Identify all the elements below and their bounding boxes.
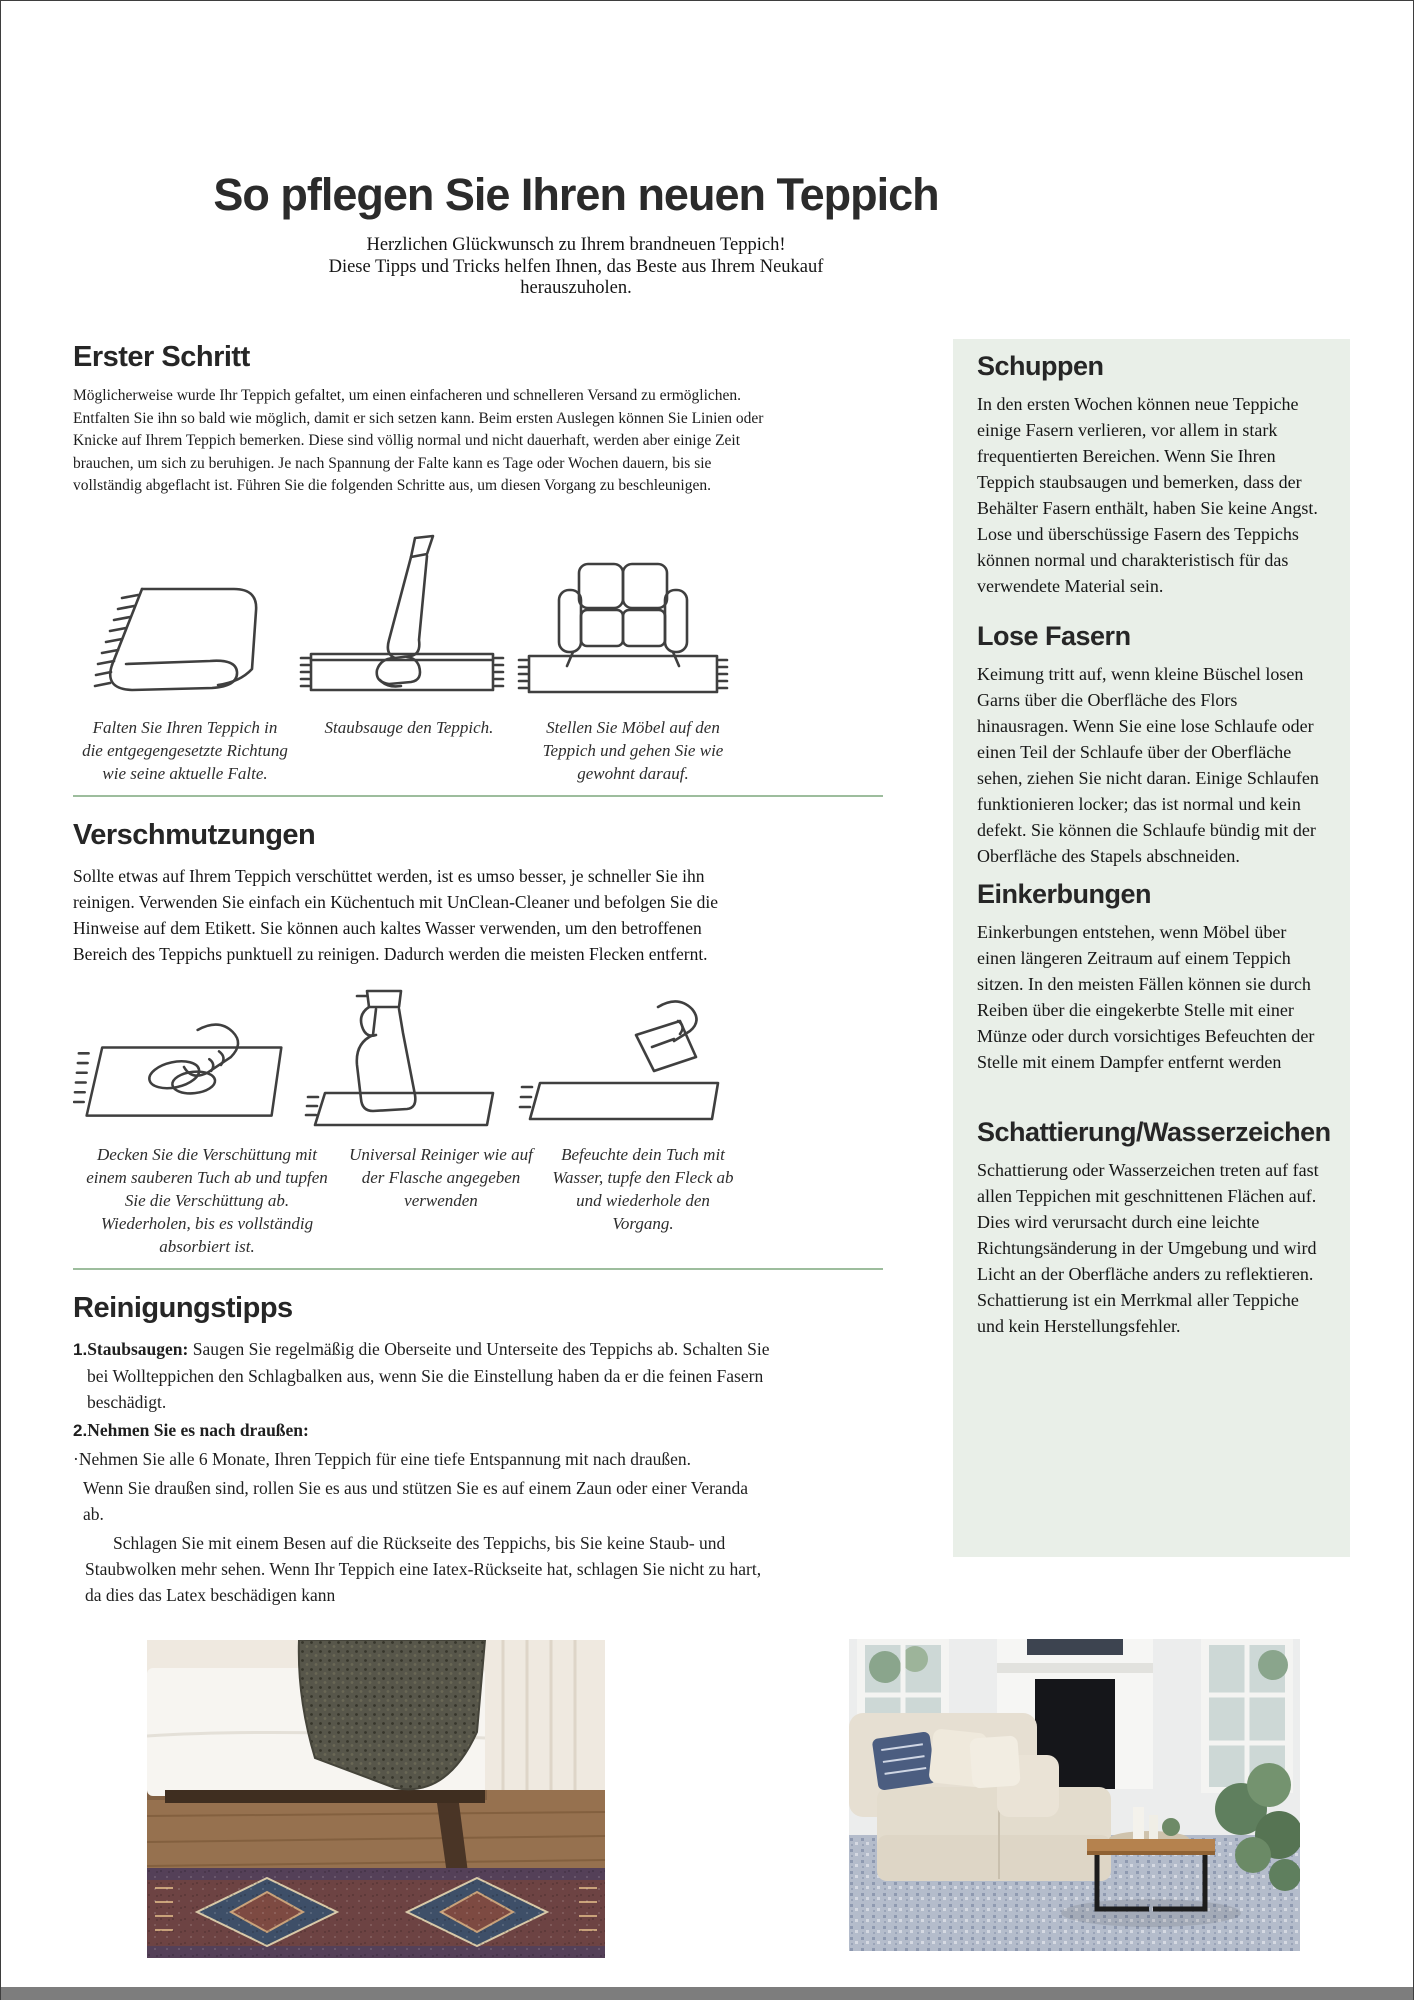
spills-figure-row — [73, 981, 733, 1131]
header — [1, 169, 1151, 300]
section-heading-first-step: Erster Schritt — [73, 341, 250, 373]
blot-cloth-icon — [73, 999, 293, 1131]
spray-bottle-icon — [303, 981, 503, 1131]
section-heading-cleaning-tips: Reinigungstipps — [73, 1291, 293, 1324]
spills-caption-row — [73, 1143, 745, 1258]
main-column — [73, 341, 907, 1611]
subtitle-line: herauszuholen. — [520, 278, 632, 298]
sidebar-panel — [953, 339, 1350, 1557]
tip-paragraph: Schlagen Sie mit einem Besen auf die Rückseite des Teppichs, bis Sie keine Staub- und Staubwolken mehr sehen. Wenn Ihr Teppich eine Iatex-Rückseite hat, schlagen Sie nicht zu hart, da dies das Latex beschädigen kann — [85, 1532, 762, 1605]
page-subtitle — [1, 235, 1151, 300]
tip-number: 2. — [73, 1420, 88, 1440]
tip-item-1 — [73, 1336, 773, 1415]
section-divider — [73, 795, 883, 797]
figure-damp-cloth — [513, 991, 733, 1131]
figure-caption: Befeuchte dein Tuch mit Wasser, tupfe den Fleck ab und wiederhole den Vorgang. — [552, 1144, 734, 1233]
bedroom-rug-photo — [147, 1640, 605, 1958]
tip-item-2 — [73, 1417, 773, 1444]
sidebar-heading-schuppen: Schuppen — [977, 351, 1104, 381]
spills-body: Sollte etwas auf Ihrem Teppich verschüttet werden, ist es umso besser, je schneller Sie ihn reinigen. Verwenden Sie einfach ein Küchentuch mit UnClean-Cleaner und befolgen Sie die Hinweise auf dem Etikett. Sie können auch kaltes Wasser verwenden, um den betroffenen Bereich des Teppichs punktuell zu reinigen. Dadurch werden die meisten Flecken entfernt. — [73, 865, 719, 964]
sidebar-body: Schattierung oder Wasserzeichen treten auf fast allen Teppichen mit geschnittenen Flächen auf. Dies wird verursacht durch eine leichte Richtungsänderung in der Umgebung und wird Licht an der Oberfläche anders zu reflektieren. Schattierung ist ein Merrkmal aller Teppiche und kein Herstellungsfehler. — [977, 1160, 1319, 1336]
bottom-gray-bar — [1, 1987, 1414, 2000]
vacuum-icon — [297, 532, 509, 704]
section-heading-spills: Verschmutzungen — [73, 818, 316, 851]
sidebar-body: Keimung tritt auf, wenn kleine Büschel losen Garns über die Oberfläche des Flors hinausragen. Wenn Sie eine lose Schlaufe oder einen Teil der Schlaufe über der Oberfläche sehen, ziehen Sie nicht daran. Einige Schlaufen funktionieren locker; das ist normal und kein defekt. Sie können die Schlaufe bündig mit der Oberfläche des Stapels abschneiden. — [977, 664, 1319, 866]
subtitle-line: Diese Tipps und Tricks helfen Ihnen, das Beste aus Ihrem Neukauf — [328, 256, 824, 277]
page-title: So pflegen Sie Ihren neuen Teppich — [213, 169, 939, 220]
sofa-on-rug-icon — [517, 552, 729, 704]
damp-cloth-icon — [516, 991, 730, 1131]
figure-caption: Decken Sie die Verschüttung mit einem sauberen Tuch ab und tupfen Sie die Verschüttung ab. Wiederholen, bis es vollständig absorbiert ist. — [86, 1144, 328, 1256]
sidebar-heading-einkerbungen: Einkerbungen — [977, 879, 1152, 909]
tip-label: Staubsaugen: — [87, 1338, 189, 1359]
figure-blot-cloth — [73, 999, 293, 1131]
figure-vacuum — [293, 532, 513, 704]
figure-caption: Staubsauge den Teppich. — [324, 717, 494, 737]
living-room-rug-photo — [849, 1639, 1300, 1951]
figure-fold-rug — [73, 579, 293, 704]
sidebar-body: Einkerbungen entstehen, wenn Möbel über einen längeren Zeitraum auf einem Teppich sitzen. In den meisten Fällen können sie durch Reiben über die eingekerbte Stelle mit einer Münze oder durch vorsichtiges Befeuchten der Stelle mit einem Dampfer entfernt werden — [977, 922, 1315, 1072]
figure-caption: Falten Sie Ihren Teppich in die entgegengesetzte Richtung wie seine aktuelle Falte. — [82, 717, 288, 783]
figure-caption: Stellen Sie Möbel auf den Teppich und gehen Sie wie gewohnt darauf. — [542, 717, 724, 783]
tip-bullet: ·Nehmen Sie alle 6 Monate, Ihren Teppich für eine tiefe Entspannung mit nach draußen. — [73, 1448, 692, 1469]
sidebar-body: In den ersten Wochen können neue Teppiche einige Fasern verlieren, vor allem in stark frequentierten Bereichen. Wenn Sie Ihren Teppich staubsaugen und bemerken, dass der Behälter Fasern enthält, haben Sie keine Angst. Lose und überschüssige Fasern des Teppichs können normal und charakteristisch für das verwendete Material sein. — [977, 394, 1318, 596]
section-divider — [73, 1268, 883, 1270]
first-step-body: Möglicherweise wurde Ihr Teppich gefaltet, um einen einfacheren und schnelleren Versand zu ermöglichen. Entfalten Sie ihn so bald wie möglich, damit er sich setzen kann. Beim ersten Auslegen können Sie Linien oder Knicke auf Ihrem Teppich bemerken. Diese sind völlig normal und nicht dauerhaft, werden aber einige Zeit brauchen, um sich zu beruhigen. Je nach Spannung der Falte kann es Tage oder Wochen dauern, bis sie vollständig abgeflacht ist. Führen Sie die folgenden Schritte aus, um diesen Vorgang zu beschleunigen. — [73, 387, 764, 494]
first-step-figure-row — [73, 532, 733, 704]
cleaning-tips-list — [73, 1336, 773, 1608]
subtitle-line: Herzlichen Glückwunsch zu Ihrem brandneuen Teppich! — [366, 235, 786, 255]
figure-sofa — [513, 552, 733, 704]
tip-number: 1. — [73, 1339, 88, 1359]
tip-paragraph: Wenn Sie draußen sind, rollen Sie es aus und stützen Sie es auf einem Zaun oder einer Veranda ab. — [83, 1477, 749, 1524]
figure-spray-bottle — [293, 981, 513, 1131]
tip-text: Saugen Sie regelmäßig die Oberseite und Unterseite des Teppichs ab. Schalten Sie bei Wollteppichen den Schlagbalken aus, wenn Sie die Einstellung haben da er die feinen Fasern beschädigt. — [87, 1338, 770, 1412]
figure-caption: Universal Reiniger wie auf der Flasche angegeben verwenden — [349, 1144, 533, 1210]
folded-rug-icon — [88, 579, 278, 704]
sidebar-heading-lose-fasern: Lose Fasern — [977, 621, 1131, 651]
sidebar-heading-schattierung: Schattierung/Wasserzeichen — [977, 1117, 1331, 1147]
first-step-caption-row — [73, 716, 745, 785]
tip-label: Nehmen Sie es nach draußen: — [87, 1419, 309, 1440]
